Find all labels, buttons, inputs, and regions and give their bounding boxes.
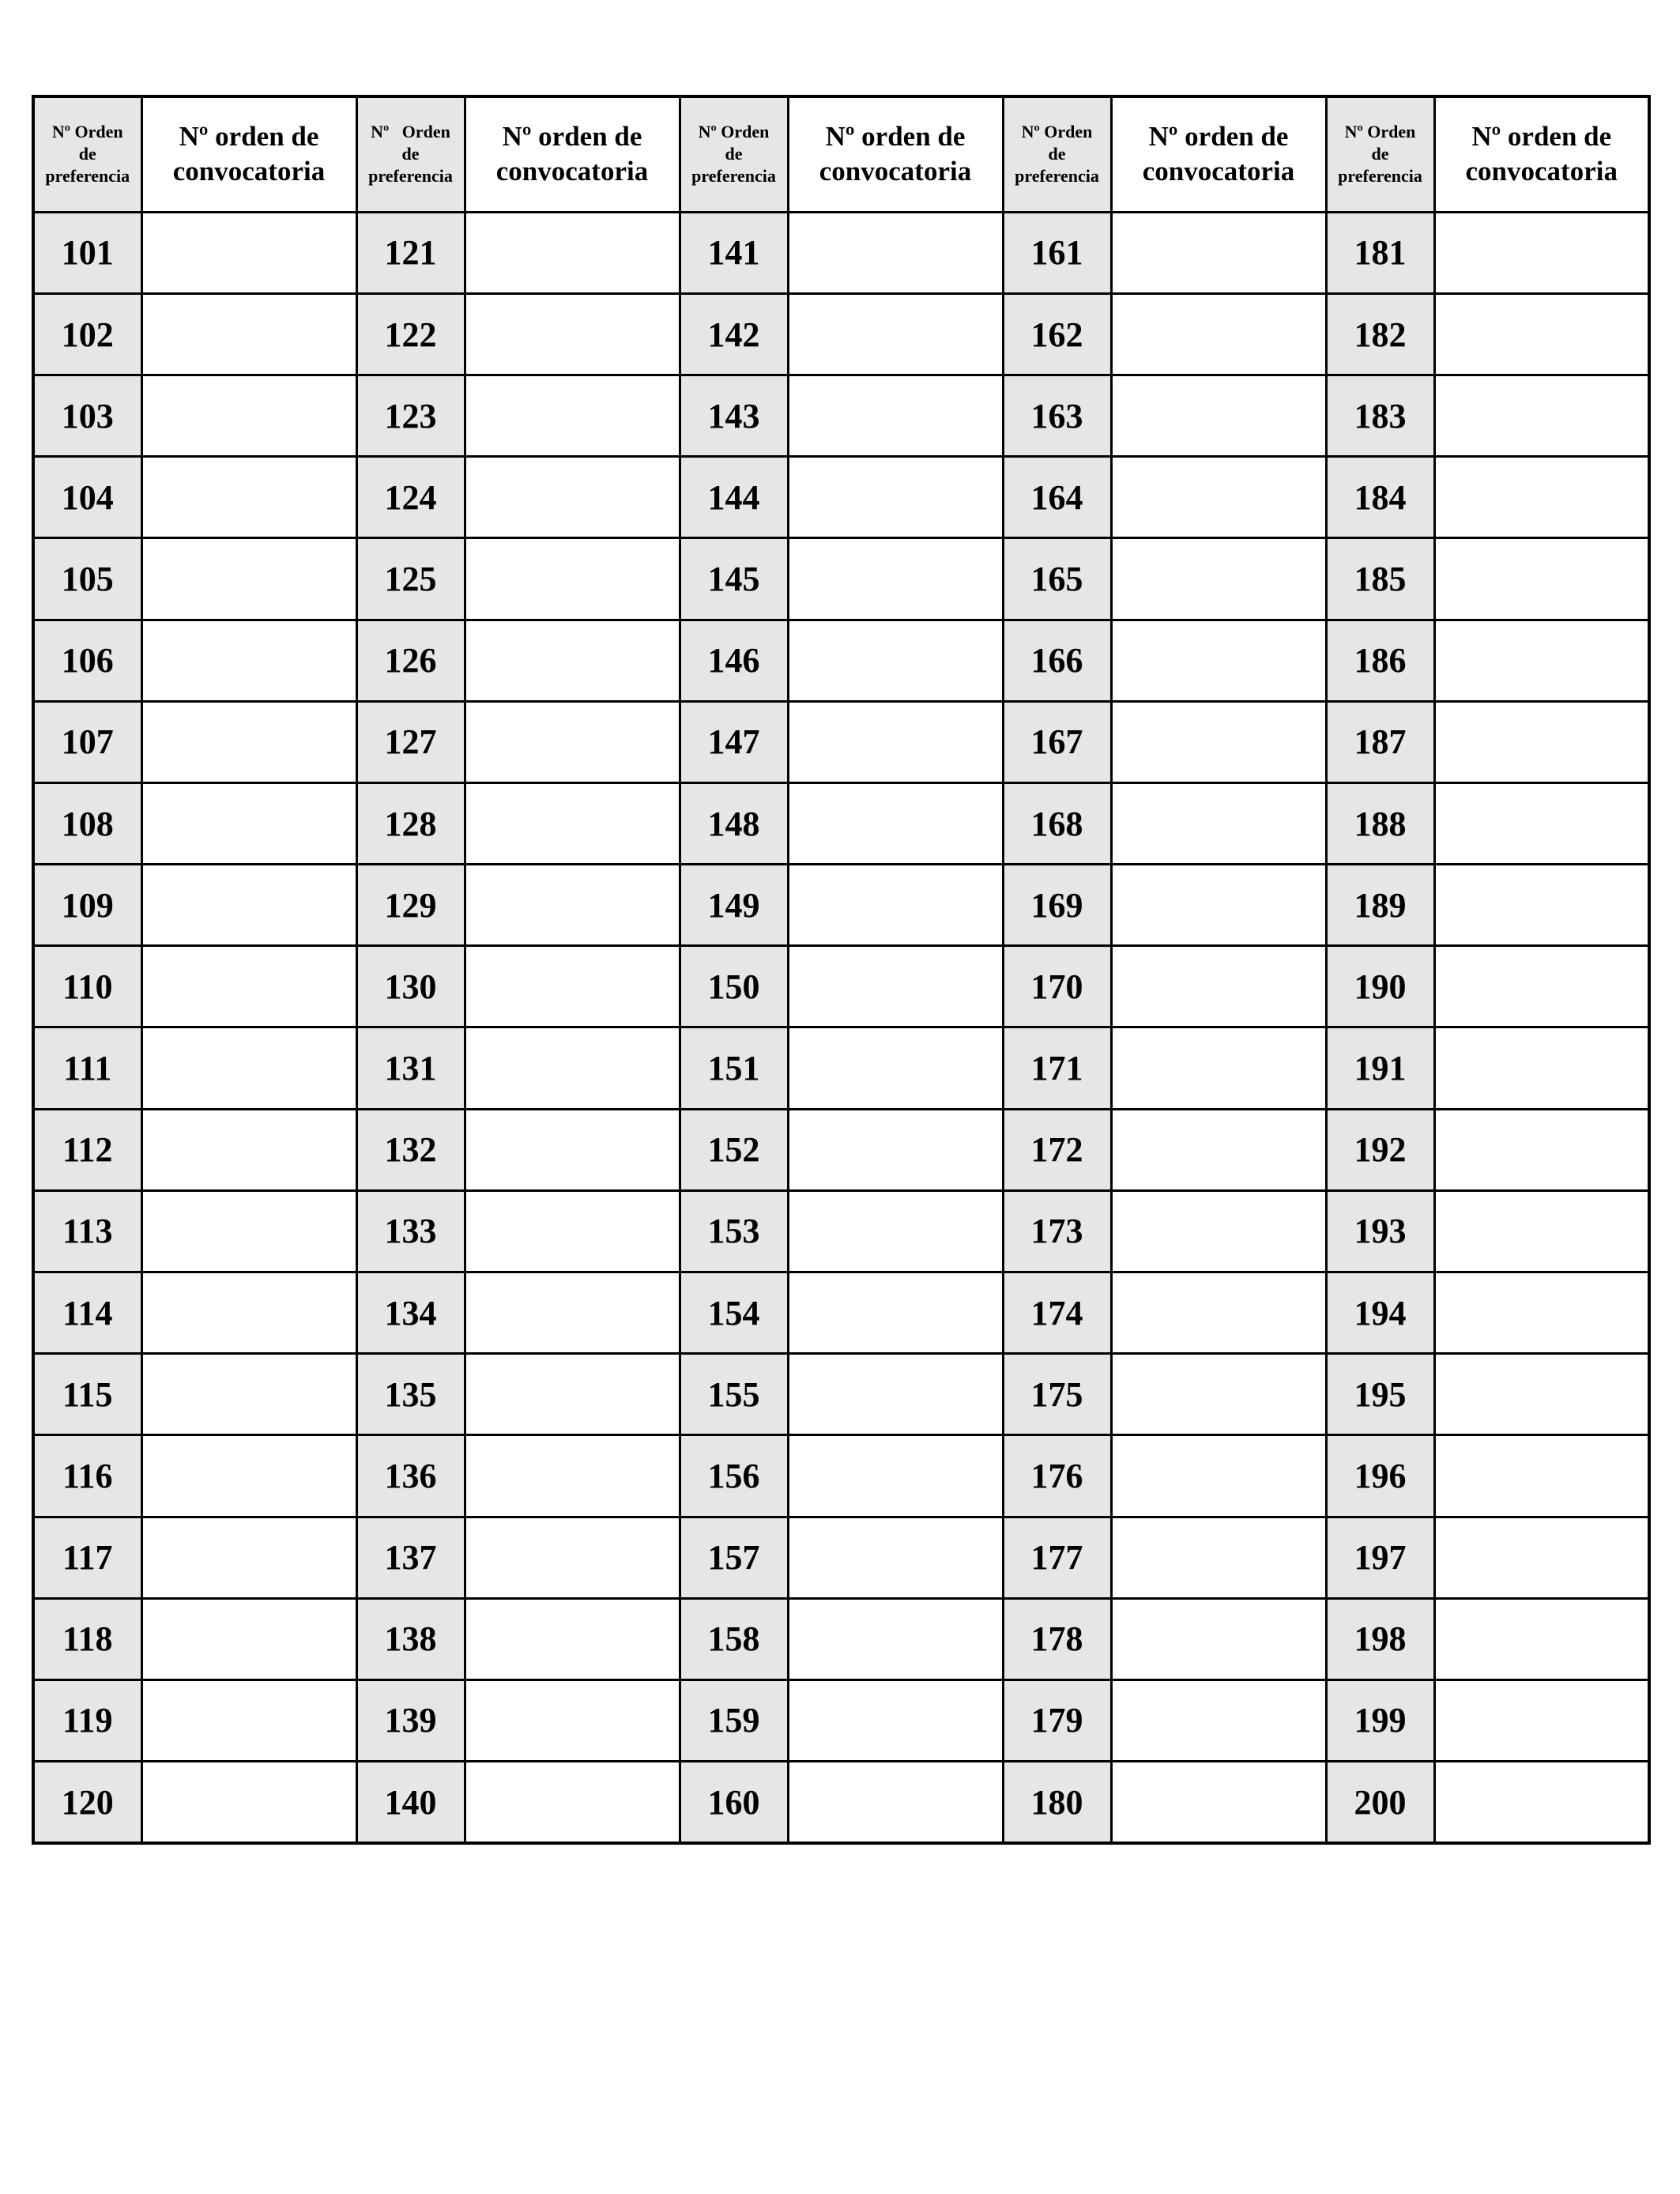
call-order-entry-cell[interactable] [1434, 538, 1649, 620]
header-preference-order: Nº Orden de preferencia [1003, 96, 1111, 212]
call-order-entry-cell[interactable] [788, 457, 1003, 538]
call-order-entry-cell[interactable] [1111, 1435, 1326, 1517]
call-order-entry-cell[interactable] [788, 782, 1003, 864]
preference-number: 175 [1003, 1354, 1111, 1435]
table-row [33, 1435, 1649, 1517]
preference-number: 131 [356, 1027, 465, 1109]
call-order-entry-cell[interactable] [1434, 946, 1649, 1027]
call-order-entry-cell[interactable] [788, 865, 1003, 946]
call-order-entry-cell[interactable] [141, 1027, 356, 1109]
table-row [33, 1598, 1649, 1679]
call-order-entry-cell[interactable] [788, 620, 1003, 701]
call-order-entry-cell[interactable] [1111, 865, 1326, 946]
table-row [33, 620, 1649, 701]
preference-number: 151 [680, 1027, 788, 1109]
call-order-entry-cell[interactable] [1434, 212, 1649, 293]
call-order-entry-cell[interactable] [1434, 620, 1649, 701]
preference-number: 153 [680, 1190, 788, 1272]
preference-number: 147 [680, 701, 788, 782]
preference-number: 181 [1326, 212, 1434, 293]
call-order-entry-cell[interactable] [1111, 1762, 1326, 1843]
call-order-entry-cell[interactable] [788, 946, 1003, 1027]
call-order-entry-cell[interactable] [1434, 782, 1649, 864]
call-order-entry-cell[interactable] [788, 375, 1003, 457]
call-order-entry-cell[interactable] [141, 538, 356, 620]
call-order-entry-cell[interactable] [141, 457, 356, 538]
call-order-entry-cell[interactable] [141, 375, 356, 457]
preference-number: 167 [1003, 701, 1111, 782]
preference-number: 150 [680, 946, 788, 1027]
call-order-entry-cell[interactable] [1111, 212, 1326, 293]
preference-number: 176 [1003, 1435, 1111, 1517]
table-row [33, 457, 1649, 538]
call-order-entry-cell[interactable] [788, 701, 1003, 782]
preference-number: 111 [33, 1027, 141, 1109]
table-row [33, 865, 1649, 946]
preference-number: 199 [1326, 1679, 1434, 1761]
preference-number: 124 [356, 457, 465, 538]
preference-number: 168 [1003, 782, 1111, 864]
preference-number: 105 [33, 538, 141, 620]
preference-number: 134 [356, 1272, 465, 1353]
header-preference-order: Nº Orden de preferencia [33, 96, 141, 212]
preference-number: 130 [356, 946, 465, 1027]
preference-number: 184 [1326, 457, 1434, 538]
preference-number: 122 [356, 293, 465, 375]
preference-number: 180 [1003, 1762, 1111, 1843]
preference-number: 196 [1326, 1435, 1434, 1517]
table-row [33, 1109, 1649, 1190]
preference-number: 137 [356, 1517, 465, 1598]
call-order-entry-cell[interactable] [141, 293, 356, 375]
preference-number: 116 [33, 1435, 141, 1517]
call-order-entry-cell[interactable] [1434, 1517, 1649, 1598]
preference-number: 133 [356, 1190, 465, 1272]
call-order-entry-cell[interactable] [1111, 1027, 1326, 1109]
preference-number: 117 [33, 1517, 141, 1598]
preference-number: 195 [1326, 1354, 1434, 1435]
call-order-entry-cell[interactable] [465, 865, 680, 946]
preference-number: 132 [356, 1109, 465, 1190]
call-order-entry-cell[interactable] [1111, 1272, 1326, 1353]
call-order-entry-cell[interactable] [141, 865, 356, 946]
header-call-order: Nº orden de convocatoria [141, 96, 356, 212]
call-order-entry-cell[interactable] [465, 1109, 680, 1190]
call-order-entry-cell[interactable] [465, 538, 680, 620]
preference-number: 103 [33, 375, 141, 457]
preference-number: 160 [680, 1762, 788, 1843]
preference-number: 185 [1326, 538, 1434, 620]
call-order-entry-cell[interactable] [141, 1354, 356, 1435]
call-order-entry-cell[interactable] [1111, 1190, 1326, 1272]
call-order-entry-cell[interactable] [465, 1027, 680, 1109]
table-row [33, 1190, 1649, 1272]
call-order-entry-cell[interactable] [465, 701, 680, 782]
table-row [33, 1762, 1649, 1843]
preference-number: 187 [1326, 701, 1434, 782]
preference-number: 119 [33, 1679, 141, 1761]
call-order-entry-cell[interactable] [788, 1435, 1003, 1517]
preference-number: 120 [33, 1762, 141, 1843]
preference-number: 189 [1326, 865, 1434, 946]
preference-number: 170 [1003, 946, 1111, 1027]
preference-number: 177 [1003, 1517, 1111, 1598]
call-order-entry-cell[interactable] [141, 1435, 356, 1517]
preference-number: 126 [356, 620, 465, 701]
table-row [33, 1679, 1649, 1761]
preference-number: 200 [1326, 1762, 1434, 1843]
call-order-entry-cell[interactable] [465, 1679, 680, 1761]
preference-number: 108 [33, 782, 141, 864]
call-order-entry-cell[interactable] [1434, 1109, 1649, 1190]
call-order-entry-cell[interactable] [788, 1272, 1003, 1353]
call-order-entry-cell[interactable] [1111, 538, 1326, 620]
call-order-entry-cell[interactable] [1111, 1679, 1326, 1761]
preference-number: 182 [1326, 293, 1434, 375]
preference-number: 165 [1003, 538, 1111, 620]
call-order-entry-cell[interactable] [141, 782, 356, 864]
call-order-entry-cell[interactable] [788, 293, 1003, 375]
call-order-entry-cell[interactable] [141, 1109, 356, 1190]
preference-number: 159 [680, 1679, 788, 1761]
preference-number: 114 [33, 1272, 141, 1353]
call-order-entry-cell[interactable] [141, 1517, 356, 1598]
call-order-entry-cell[interactable] [788, 538, 1003, 620]
preference-number: 113 [33, 1190, 141, 1272]
preference-number: 194 [1326, 1272, 1434, 1353]
preference-number: 141 [680, 212, 788, 293]
call-order-entry-cell[interactable] [1434, 865, 1649, 946]
call-order-entry-cell[interactable] [788, 1598, 1003, 1679]
call-order-entry-cell[interactable] [141, 701, 356, 782]
call-order-entry-cell[interactable] [788, 1679, 1003, 1761]
table-row [33, 782, 1649, 864]
preference-number: 115 [33, 1354, 141, 1435]
preference-number: 102 [33, 293, 141, 375]
preference-number: 190 [1326, 946, 1434, 1027]
preference-number: 104 [33, 457, 141, 538]
call-order-entry-cell[interactable] [141, 1679, 356, 1761]
table-row [33, 1027, 1649, 1109]
call-order-entry-cell[interactable] [1111, 701, 1326, 782]
call-order-entry-cell[interactable] [141, 212, 356, 293]
call-order-entry-cell[interactable] [1434, 375, 1649, 457]
call-order-entry-cell[interactable] [1434, 1027, 1649, 1109]
preference-number: 186 [1326, 620, 1434, 701]
preference-number: 178 [1003, 1598, 1111, 1679]
call-order-entry-cell[interactable] [788, 1109, 1003, 1190]
preference-number: 174 [1003, 1272, 1111, 1353]
preference-number: 157 [680, 1517, 788, 1598]
call-order-entry-cell[interactable] [141, 1762, 356, 1843]
preference-number: 138 [356, 1598, 465, 1679]
call-order-entry-cell[interactable] [141, 1598, 356, 1679]
preference-number: 158 [680, 1598, 788, 1679]
call-order-entry-cell[interactable] [1111, 1109, 1326, 1190]
header-preference-order: Nº Orden de preferencia [1326, 96, 1434, 212]
header-call-order: Nº orden de convocatoria [1434, 96, 1649, 212]
call-order-entry-cell[interactable] [1111, 946, 1326, 1027]
preference-number: 173 [1003, 1190, 1111, 1272]
table-row [33, 946, 1649, 1027]
preference-number: 188 [1326, 782, 1434, 864]
call-order-entry-cell[interactable] [1434, 1272, 1649, 1353]
preference-number: 125 [356, 538, 465, 620]
table-row [33, 375, 1649, 457]
call-order-entry-cell[interactable] [141, 946, 356, 1027]
call-order-entry-cell[interactable] [465, 212, 680, 293]
call-order-entry-cell[interactable] [1111, 620, 1326, 701]
call-order-entry-cell[interactable] [465, 1517, 680, 1598]
preference-number: 198 [1326, 1598, 1434, 1679]
call-order-entry-cell[interactable] [465, 1762, 680, 1843]
table-row [33, 538, 1649, 620]
call-order-entry-cell[interactable] [1434, 1598, 1649, 1679]
preference-number: 197 [1326, 1517, 1434, 1598]
header-preference-order: Nº Orden de preferencia [680, 96, 788, 212]
call-order-entry-cell[interactable] [788, 1762, 1003, 1843]
preference-number: 192 [1326, 1109, 1434, 1190]
preference-number: 107 [33, 701, 141, 782]
call-order-entry-cell[interactable] [465, 1354, 680, 1435]
table-row [33, 212, 1649, 293]
call-order-entry-cell[interactable] [1434, 457, 1649, 538]
call-order-entry-cell[interactable] [1111, 457, 1326, 538]
table-row [33, 293, 1649, 375]
preference-number: 143 [680, 375, 788, 457]
preference-number: 142 [680, 293, 788, 375]
table-row [33, 1517, 1649, 1598]
call-order-entry-cell[interactable] [465, 1435, 680, 1517]
preference-number: 169 [1003, 865, 1111, 946]
call-order-entry-cell[interactable] [1111, 1517, 1326, 1598]
preference-number: 155 [680, 1354, 788, 1435]
call-order-entry-cell[interactable] [1111, 1354, 1326, 1435]
preference-order-form [32, 95, 1648, 1845]
call-order-entry-cell[interactable] [788, 1354, 1003, 1435]
preference-table [32, 95, 1651, 1845]
preference-number: 163 [1003, 375, 1111, 457]
table-row [33, 1354, 1649, 1435]
preference-number: 123 [356, 375, 465, 457]
preference-number: 152 [680, 1109, 788, 1190]
call-order-entry-cell[interactable] [1111, 782, 1326, 864]
preference-number: 146 [680, 620, 788, 701]
call-order-entry-cell[interactable] [1111, 293, 1326, 375]
call-order-entry-cell[interactable] [1434, 1679, 1649, 1761]
preference-number: 136 [356, 1435, 465, 1517]
call-order-entry-cell[interactable] [788, 1517, 1003, 1598]
header-call-order: Nº orden de convocatoria [1111, 96, 1326, 212]
preference-number: 118 [33, 1598, 141, 1679]
call-order-entry-cell[interactable] [1434, 701, 1649, 782]
preference-number: 191 [1326, 1027, 1434, 1109]
preference-number: 171 [1003, 1027, 1111, 1109]
preference-number: 166 [1003, 620, 1111, 701]
preference-number: 156 [680, 1435, 788, 1517]
call-order-entry-cell[interactable] [1434, 1354, 1649, 1435]
preference-number: 154 [680, 1272, 788, 1353]
call-order-entry-cell[interactable] [1434, 1435, 1649, 1517]
call-order-entry-cell[interactable] [1111, 375, 1326, 457]
call-order-entry-cell[interactable] [465, 1190, 680, 1272]
preference-number: 164 [1003, 457, 1111, 538]
preference-number: 127 [356, 701, 465, 782]
call-order-entry-cell[interactable] [465, 946, 680, 1027]
preference-number: 106 [33, 620, 141, 701]
preference-number: 101 [33, 212, 141, 293]
call-order-entry-cell[interactable] [1434, 1190, 1649, 1272]
call-order-entry-cell[interactable] [141, 620, 356, 701]
preference-number: 135 [356, 1354, 465, 1435]
call-order-entry-cell[interactable] [465, 375, 680, 457]
call-order-entry-cell[interactable] [465, 782, 680, 864]
call-order-entry-cell[interactable] [1111, 1598, 1326, 1679]
preference-number: 179 [1003, 1679, 1111, 1761]
call-order-entry-cell[interactable] [141, 1272, 356, 1353]
preference-number: 162 [1003, 293, 1111, 375]
preference-number: 121 [356, 212, 465, 293]
preference-number: 145 [680, 538, 788, 620]
call-order-entry-cell[interactable] [1434, 293, 1649, 375]
call-order-entry-cell[interactable] [465, 457, 680, 538]
preference-number: 148 [680, 782, 788, 864]
header-preference-order: Nº Orden de preferencia [356, 96, 465, 212]
call-order-entry-cell[interactable] [465, 1272, 680, 1353]
call-order-entry-cell[interactable] [788, 1190, 1003, 1272]
preference-number: 140 [356, 1762, 465, 1843]
preference-number: 109 [33, 865, 141, 946]
preference-number: 149 [680, 865, 788, 946]
call-order-entry-cell[interactable] [788, 1027, 1003, 1109]
preference-number: 144 [680, 457, 788, 538]
call-order-entry-cell[interactable] [465, 620, 680, 701]
table-row [33, 701, 1649, 782]
preference-number: 183 [1326, 375, 1434, 457]
preference-number: 172 [1003, 1109, 1111, 1190]
header-row [33, 96, 1649, 212]
preference-number: 139 [356, 1679, 465, 1761]
preference-number: 161 [1003, 212, 1111, 293]
header-call-order: Nº orden de convocatoria [788, 96, 1003, 212]
call-order-entry-cell[interactable] [141, 1190, 356, 1272]
preference-number: 128 [356, 782, 465, 864]
preference-number: 112 [33, 1109, 141, 1190]
preference-number: 129 [356, 865, 465, 946]
table-row [33, 1272, 1649, 1353]
call-order-entry-cell[interactable] [465, 293, 680, 375]
call-order-entry-cell[interactable] [1434, 1762, 1649, 1843]
call-order-entry-cell[interactable] [465, 1598, 680, 1679]
preference-number: 110 [33, 946, 141, 1027]
call-order-entry-cell[interactable] [788, 212, 1003, 293]
header-call-order: Nº orden de convocatoria [465, 96, 680, 212]
preference-number: 193 [1326, 1190, 1434, 1272]
